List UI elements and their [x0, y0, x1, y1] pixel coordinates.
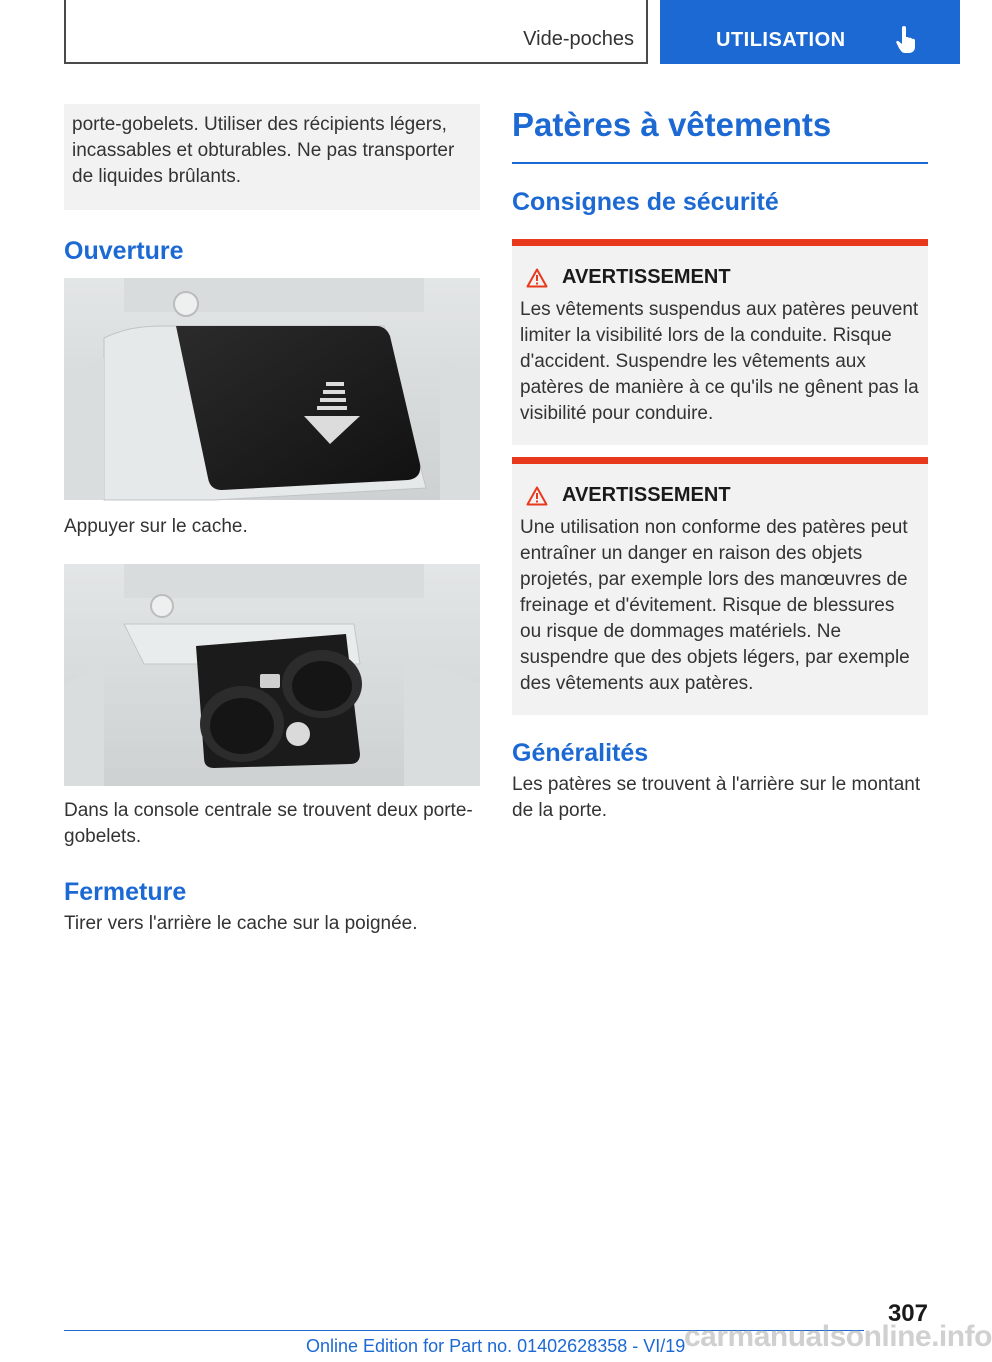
header-chapter-title: UTILISATION: [716, 29, 846, 51]
warning-label: AVERTISSEMENT: [562, 484, 731, 506]
generalites-text: Les patères se trouvent à l'arrière sur le montant de la porte.: [512, 774, 921, 821]
header-section-title: Vide-poches: [523, 28, 634, 50]
warning-text: Les vêtements suspendus aux patères peuvent limiter la visibilité lors de la conduite. Risque d'accident. Suspendre les vêtements aux patères de manière à ce qu'ils ne gênent pas la visibilité pour conduire.: [520, 299, 919, 424]
section-title: Patères à vêtements: [512, 106, 832, 143]
cover-closed-figure: [64, 278, 480, 500]
warning-label: AVERTISSEMENT: [562, 266, 731, 288]
warning-triangle-icon: [526, 486, 548, 506]
page-number: 307: [887, 1300, 928, 1327]
warning-box-2: [512, 457, 928, 715]
pointing-hand-icon: [896, 26, 916, 59]
header-section-box: [64, 0, 648, 64]
edition-line: Online Edition for Part no. 01402628358 - VI/19: [306, 1336, 686, 1356]
warning-triangle-icon: [526, 268, 548, 288]
title-rule: [512, 162, 928, 164]
fermeture-heading: Fermeture: [64, 878, 187, 906]
cup-holders-figure: [64, 564, 480, 786]
warning-text: Une utilisation non conforme des patères peut entraîner un danger en raison des objets projetés, par exemple lors des manœuvres de freinage et d'évitement. Risque de blessures ou risque de dommages matériels. Ne suspendre que des objets légers, par exemple des vêtements aux patères.: [520, 517, 910, 694]
generalites-heading: Généralités: [512, 739, 649, 767]
left-column: [64, 104, 480, 937]
figure2-caption: Dans la console centrale se trouvent deux porte-gobelets.: [64, 800, 473, 847]
right-column: [512, 104, 928, 824]
watermark: carmanualsonline.info: [684, 1320, 992, 1353]
safety-heading: Consignes de sécurité: [512, 188, 779, 216]
fermeture-text: Tirer vers l'arrière le cache sur la poignée.: [64, 913, 418, 934]
header-chapter-tab: [660, 0, 960, 64]
note-continuation: porte-gobelets. Utiliser des récipients légers, incassables et obturables. Ne pas transporter de liquides brûlants.: [64, 104, 480, 210]
figure1-caption: Appuyer sur le cache.: [64, 516, 248, 537]
warning-box-1: [512, 239, 928, 445]
ouverture-heading: Ouverture: [64, 237, 184, 265]
